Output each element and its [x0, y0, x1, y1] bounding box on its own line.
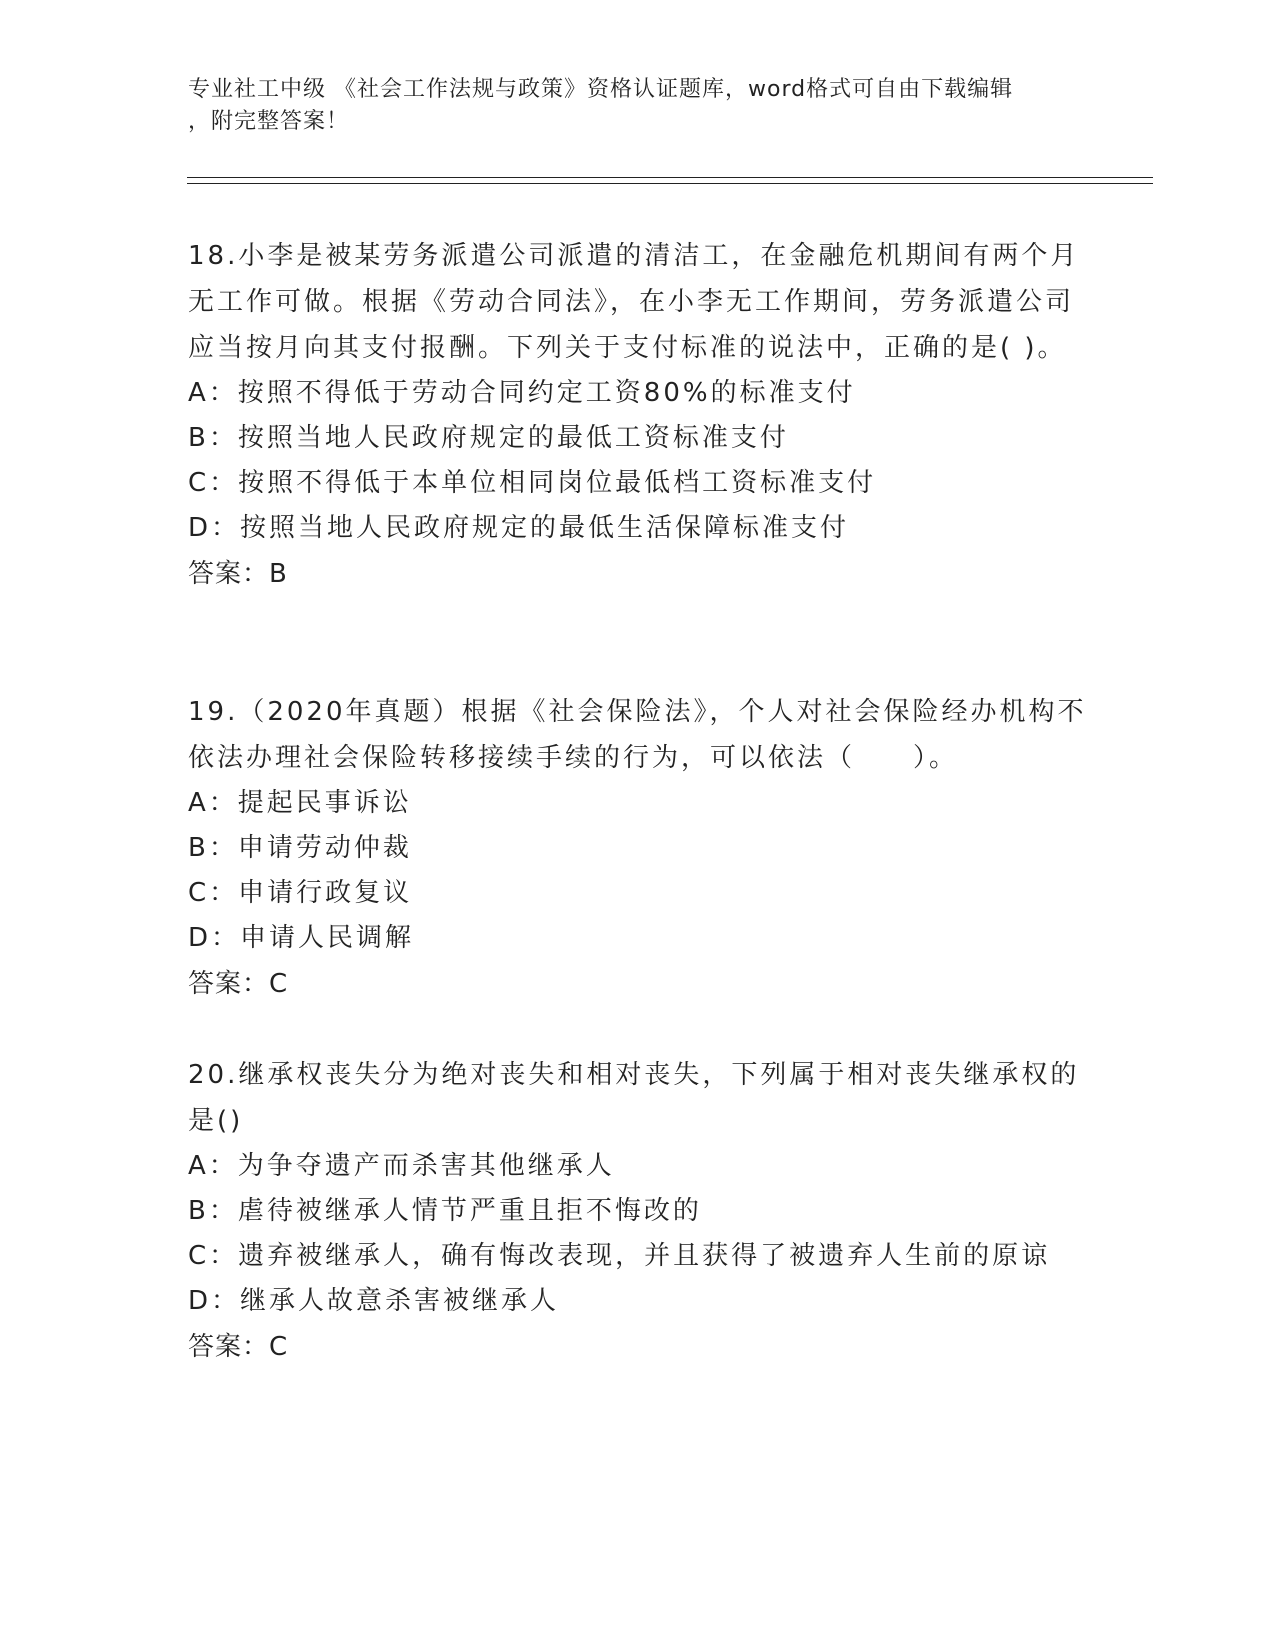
option-c: C：遗弃被继承人，确有悔改表现，并且获得了被遗弃人生前的原谅	[188, 1241, 1051, 1271]
option-d: D：按照当地人民政府规定的最低生活保障标准支付	[188, 513, 850, 543]
answer: 答案：C	[188, 969, 289, 999]
header-divider-top	[187, 177, 1153, 178]
question-text: 18.小李是被某劳务派遣公司派遣的清洁工，在金融危机期间有两个月无工作可做。根据《劳动合同法》，在小李无工作期间，劳务派遣公司应当按月向其支付报酬。下列关于支付标准的说法中，正确的是( )。	[188, 241, 1080, 363]
option-a: A：为争夺遗产而杀害其他继承人	[188, 1151, 615, 1181]
answer: 答案：B	[188, 559, 288, 589]
document-header	[188, 74, 1088, 138]
option-c: C：按照不得低于本单位相同岗位最低档工资标准支付	[188, 468, 877, 498]
question-text: 20.继承权丧失分为绝对丧失和相对丧失，下列属于相对丧失继承权的是()	[188, 1060, 1080, 1136]
option-b: B：虐待被继承人情节严重且拒不悔改的	[188, 1196, 702, 1226]
option-d: D：继承人故意杀害被继承人	[188, 1286, 560, 1316]
header-divider-bottom	[187, 183, 1153, 184]
question-text: 19.（2020年真题）根据《社会保险法》，个人对社会保险经办机构不依法办理社会保险转移接续手续的行为，可以依法（ ）。	[188, 697, 1087, 773]
option-a: A：提起民事诉讼	[188, 788, 412, 818]
option-b: B：按照当地人民政府规定的最低工资标准支付	[188, 423, 789, 453]
answer: 答案：C	[188, 1332, 289, 1362]
question-18	[188, 233, 1088, 597]
question-20	[188, 1052, 1088, 1370]
option-c: C：申请行政复议	[188, 878, 413, 908]
header-line-1: 专业社工中级 《社会工作法规与政策》资格认证题库，word格式可自由下载编辑	[188, 77, 1014, 102]
question-19	[188, 689, 1088, 1007]
option-a: A：按照不得低于劳动合同约定工资80%的标准支付	[188, 378, 856, 408]
header-line-2: ，附完整答案！	[188, 109, 350, 134]
option-b: B：申请劳动仲裁	[188, 833, 412, 863]
option-d: D：申请人民调解	[188, 923, 415, 953]
